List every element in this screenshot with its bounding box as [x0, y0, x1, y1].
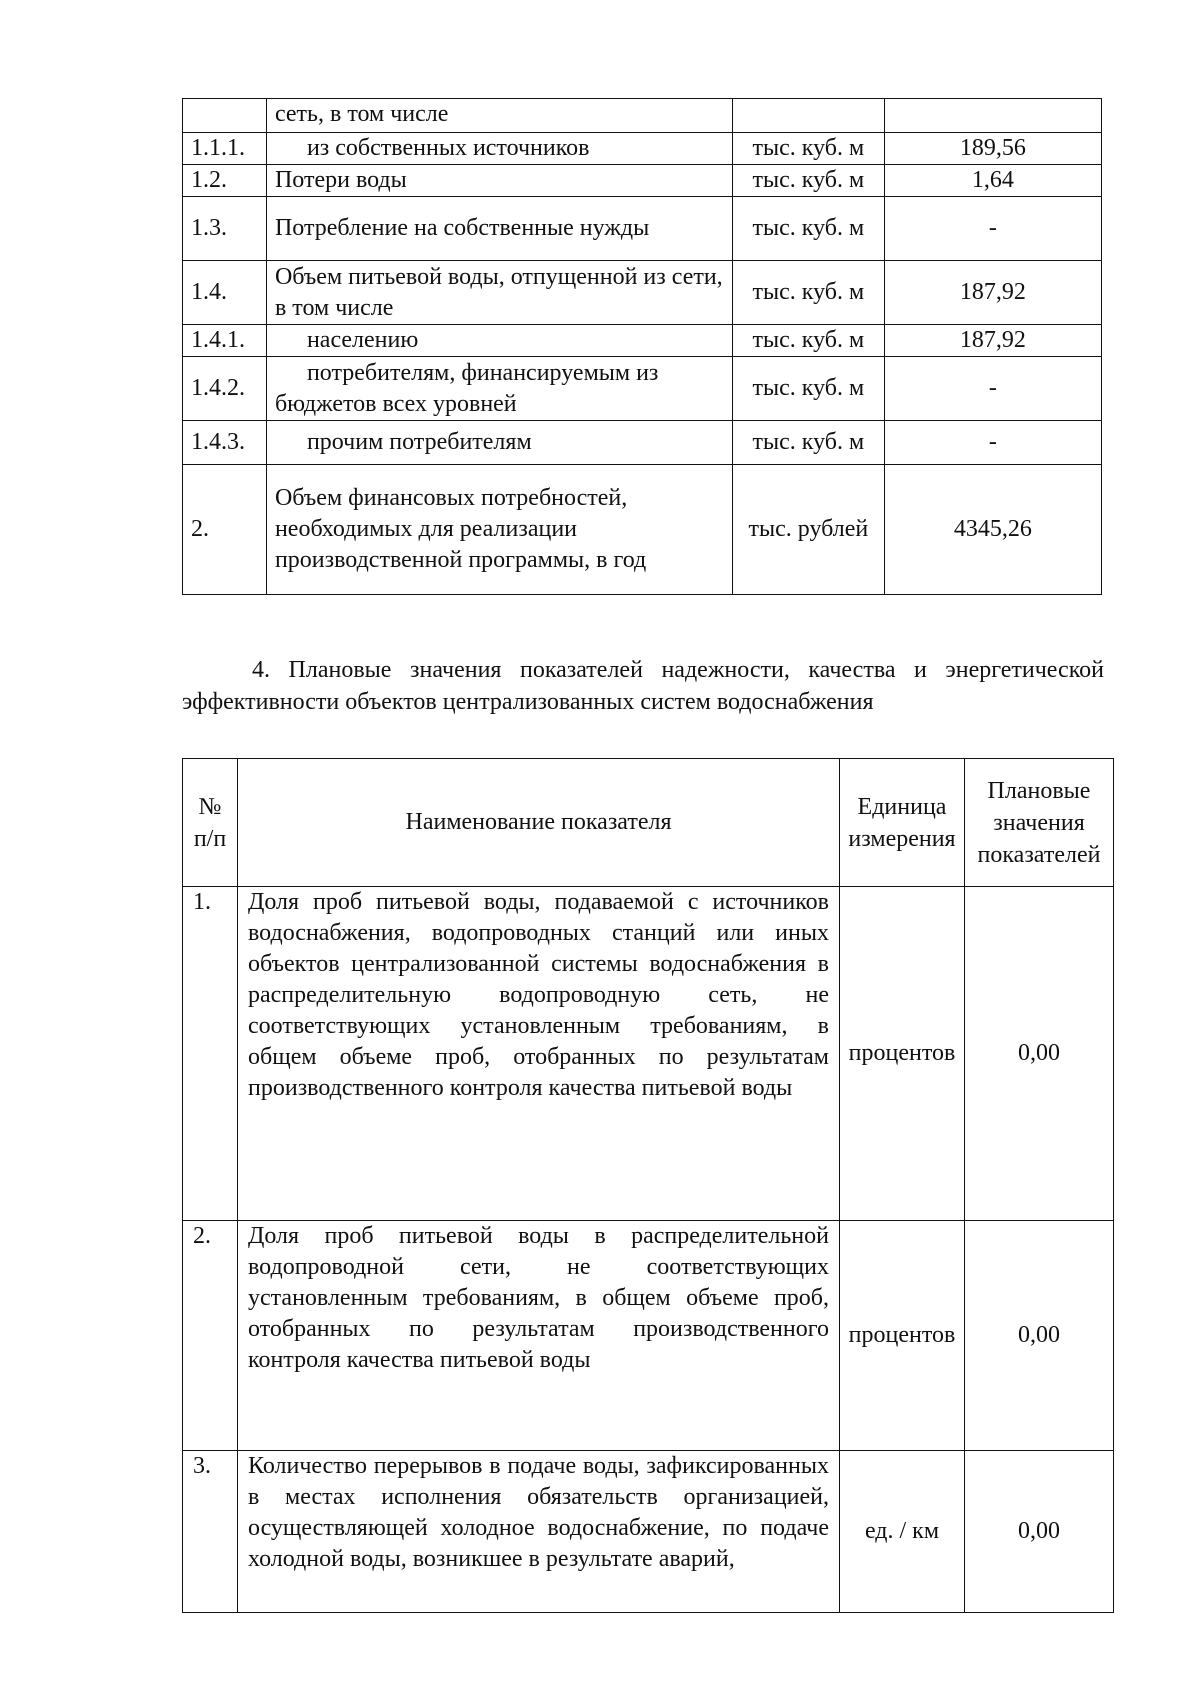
row-value: 189,56 — [884, 133, 1101, 165]
row-value: - — [884, 421, 1101, 465]
row-number: 1.2. — [183, 165, 267, 197]
row-number: 1.4.1. — [183, 325, 267, 357]
header-value: Плановые значения показателей — [965, 759, 1114, 887]
row-number: 2. — [183, 1221, 238, 1451]
row-value: - — [884, 357, 1101, 421]
row-unit: тыс. рублей — [732, 465, 884, 595]
row-value: 4345,26 — [884, 465, 1101, 595]
row-name: Доля проб питьевой воды, подаваемой с источников водоснабжения, водопроводных станций или иных объектов централизованной системы водоснабжения в распределительную водопроводную сеть, не соответствующих установленным требованиям, в общем объеме проб, отобранных по результатам производственного контроля качества питьевой воды — [238, 887, 840, 1221]
row-value: 0,00 — [965, 1451, 1114, 1613]
water-volumes-table — [182, 98, 1102, 595]
row-number: 1.4.2. — [183, 357, 267, 421]
row-name: Доля проб питьевой воды в распределительной водопроводной сети, не соответствующих установленным требованиям, в общем объеме проб, отобранных по результатам производственного контроля качества питьевой воды — [238, 1221, 840, 1451]
row-name: Объем финансовых потребностей, необходимых для реализации производственной программы, в год — [266, 465, 732, 595]
row-name-text: потребителям, финансируемым из бюджетов всех уровней — [274, 359, 659, 417]
table-row — [183, 887, 1114, 1221]
row-name: прочим потребителям — [266, 421, 732, 465]
row-name: Объем питьевой воды, отпущенной из сети, в том числе — [266, 261, 732, 325]
row-unit: тыс. куб. м — [732, 197, 884, 261]
row-number: 1.4.3. — [183, 421, 267, 465]
row-unit: тыс. куб. м — [732, 325, 884, 357]
row-unit: ед. / км — [840, 1451, 965, 1613]
row-unit: тыс. куб. м — [732, 133, 884, 165]
header-number: № п/п — [183, 759, 238, 887]
row-value: 187,92 — [884, 261, 1101, 325]
table-row — [183, 99, 1102, 133]
row-number: 1. — [183, 887, 238, 1221]
row-name: Потребление на собственные нужды — [266, 197, 732, 261]
row-name: Потери воды — [266, 165, 732, 197]
row-unit: тыс. куб. м — [732, 165, 884, 197]
row-unit: тыс. куб. м — [732, 357, 884, 421]
table-row — [183, 325, 1102, 357]
row-value: 0,00 — [965, 1221, 1114, 1451]
table-row — [183, 261, 1102, 325]
table-row — [183, 133, 1102, 165]
row-name: населению — [266, 325, 732, 357]
row-unit: процентов — [840, 1221, 965, 1451]
table-row — [183, 357, 1102, 421]
row-name: из собственных источников — [266, 133, 732, 165]
section-heading: 4. Плановые значения показателей надежности, качества и энергетической эффективности объектов централизованных систем водоснабжения — [182, 657, 1104, 715]
indicators-table — [182, 758, 1114, 1613]
row-number — [183, 99, 267, 133]
header-name: Наименование показателя — [238, 759, 840, 887]
row-value: 0,00 — [965, 887, 1114, 1221]
table-row — [183, 1221, 1114, 1451]
row-number: 1.3. — [183, 197, 267, 261]
table-row — [183, 465, 1102, 595]
table-row — [183, 1451, 1114, 1613]
row-unit — [732, 99, 884, 133]
row-unit: процентов — [840, 887, 965, 1221]
row-number: 1.4. — [183, 261, 267, 325]
row-unit: тыс. куб. м — [732, 421, 884, 465]
table-header-row — [183, 759, 1114, 887]
row-value — [884, 99, 1101, 133]
row-unit: тыс. куб. м — [732, 261, 884, 325]
table-row — [183, 421, 1102, 465]
header-unit: Единица измерения — [840, 759, 965, 887]
row-number: 2. — [183, 465, 267, 595]
row-name: Количество перерывов в подаче воды, зафиксированных в местах исполнения обязательств организацией, осуществляющей холодное водоснабжение, по подаче холодной воды, возникшее в результате аварий, — [238, 1451, 840, 1613]
row-value: 187,92 — [884, 325, 1101, 357]
table-row — [183, 165, 1102, 197]
row-value: - — [884, 197, 1101, 261]
row-name — [266, 357, 732, 421]
row-value: 1,64 — [884, 165, 1101, 197]
row-number: 3. — [183, 1451, 238, 1613]
row-name: сеть, в том числе — [266, 99, 732, 133]
table-row — [183, 197, 1102, 261]
row-number: 1.1.1. — [183, 133, 267, 165]
